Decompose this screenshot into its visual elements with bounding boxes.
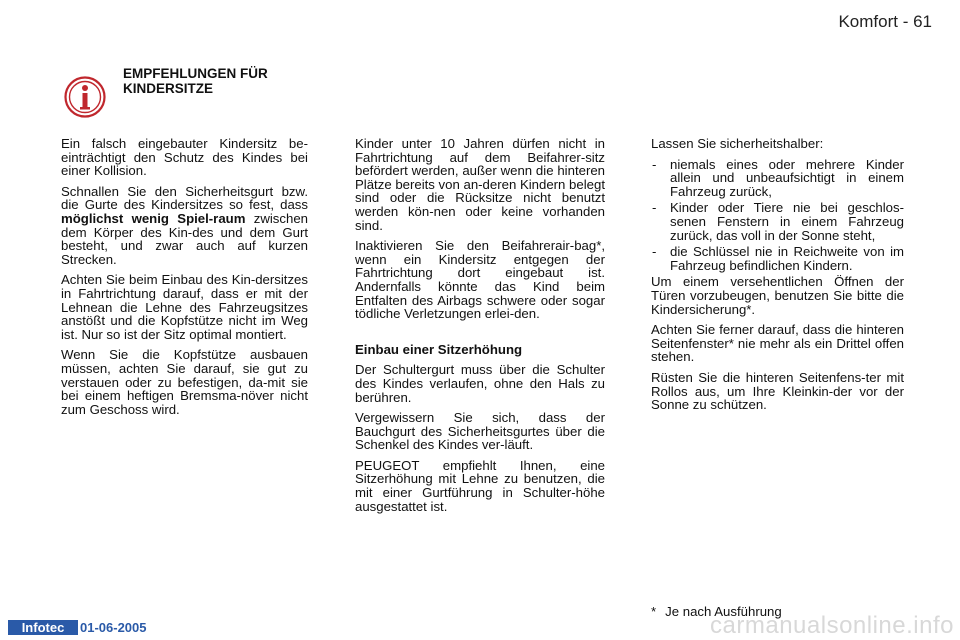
column-right [651,137,904,419]
paragraph: Um einem versehentlichen Öffnen der Türen vorzubeugen, benutzen Sie bitte die Kindersicherung*. [651,274,904,317]
section-title: EMPFEHLUNGEN FÜR KINDERSITZE [123,66,268,96]
subheading: Einbau einer Sitzerhöhung [355,341,523,357]
bold-text: möglichst wenig Spiel-raum [61,210,246,226]
dash-list [651,158,904,273]
paragraph: Rüsten Sie die hinteren Seitenfens-ter mit Rollos aus, um Ihre Kleinkin-der vor der Sonne zu schützen. [651,369,904,413]
watermark: carmanualsonline.info [710,612,954,639]
list-item: - Kinder oder Tiere nie bei geschlos-senen Fenstern in einem Fahrzeug zurück, das voll in der Sonne steht, [651,201,904,242]
column-middle [355,137,605,520]
infotec-badge: Infotec [8,620,78,635]
paragraph: Inaktivieren Sie den Beifahrerair-bag*, wenn ein Kindersitz entgegen der Fahrtrichtung dort eingebaut ist. Andernfalls könnte das Kind beim Entfalten des Airbags schwere oder sogar tödliche Verletzungen erlei-den. [355,238,605,322]
page-header: Komfort - 61 [838,12,932,31]
paragraph: Wenn Sie die Kopfstütze ausbauen müssen, achten Sie darauf, sie gut zu verstauen oder zu befestigen, da-mit sie bei einem heftigen Bremsma-növer nicht zum Geschoss wird. [61,347,308,417]
print-date: 01-06-2005 [80,620,147,635]
paragraph: Vergewissern Sie sich, dass der Bauchgurt des Sicherheitsgurtes über die Schenkel des Kindes ver-läuft. [355,410,605,453]
paragraph: Der Schultergurt muss über die Schulter des Kindes verlaufen, ohne den Hals zu berühren. [355,362,605,405]
list-item: - niemals eines oder mehrere Kinder allein und unbeaufsichtigt in einem Fahrzeug zurück, [651,158,904,199]
paragraph: Achten Sie beim Einbau des Kin-dersitzes in Fahrtrichtung darauf, dass er mit der Lehnean die Lehne des Fahrzeugsitzes anstößt und die Kopfstütze nicht im Weg ist. Nur so ist der Sitz optimal montiert. [61,272,308,342]
paragraph: Lassen Sie sicherheitshalber: [651,136,824,151]
list-item: - die Schlüssel nie in Reichweite von im Fahrzeug befindlichen Kindern. [651,245,904,272]
footnote-star: * [651,604,657,619]
paragraph: Kinder unter 10 Jahren dürfen nicht in Fahrtrichtung auf dem Beifahrer-sitz befördert werden, außer wenn die hinteren Plätze bereits von an-deren Kindern belegt sind oder die Rücksitze nicht benutzt werden kön-nen oder keine vorhanden sind. [355,136,605,233]
text: Schnallen Sie den Sicherheitsgurt bzw. die Gurte des Kindersitzes so fest, dass [61,183,308,213]
paragraph: Achten Sie ferner darauf, dass die hinteren Seitenfenster* nie mehr als ein Drittel offen stehen. [651,322,904,365]
paragraph: PEUGEOT empfiehlt Ihnen, eine Sitzerhöhung mit Lehne zu benutzen, die mit einer Gurtführung in Schulter-höhe ausgestattet ist. [355,457,605,514]
paragraph [61,185,308,267]
column-left [61,137,308,423]
text: zwischen dem Körper des Kin-des und dem Gurt besteht, und zwar auch auf kurzen Strecken. [61,210,308,267]
footnote-text: Je nach Ausführung [665,604,782,619]
info-icon [62,74,108,120]
paragraph: Ein falsch eingebauter Kindersitz be-einträchtigt den Schutz des Kindes bei einer Kollision. [61,136,308,179]
